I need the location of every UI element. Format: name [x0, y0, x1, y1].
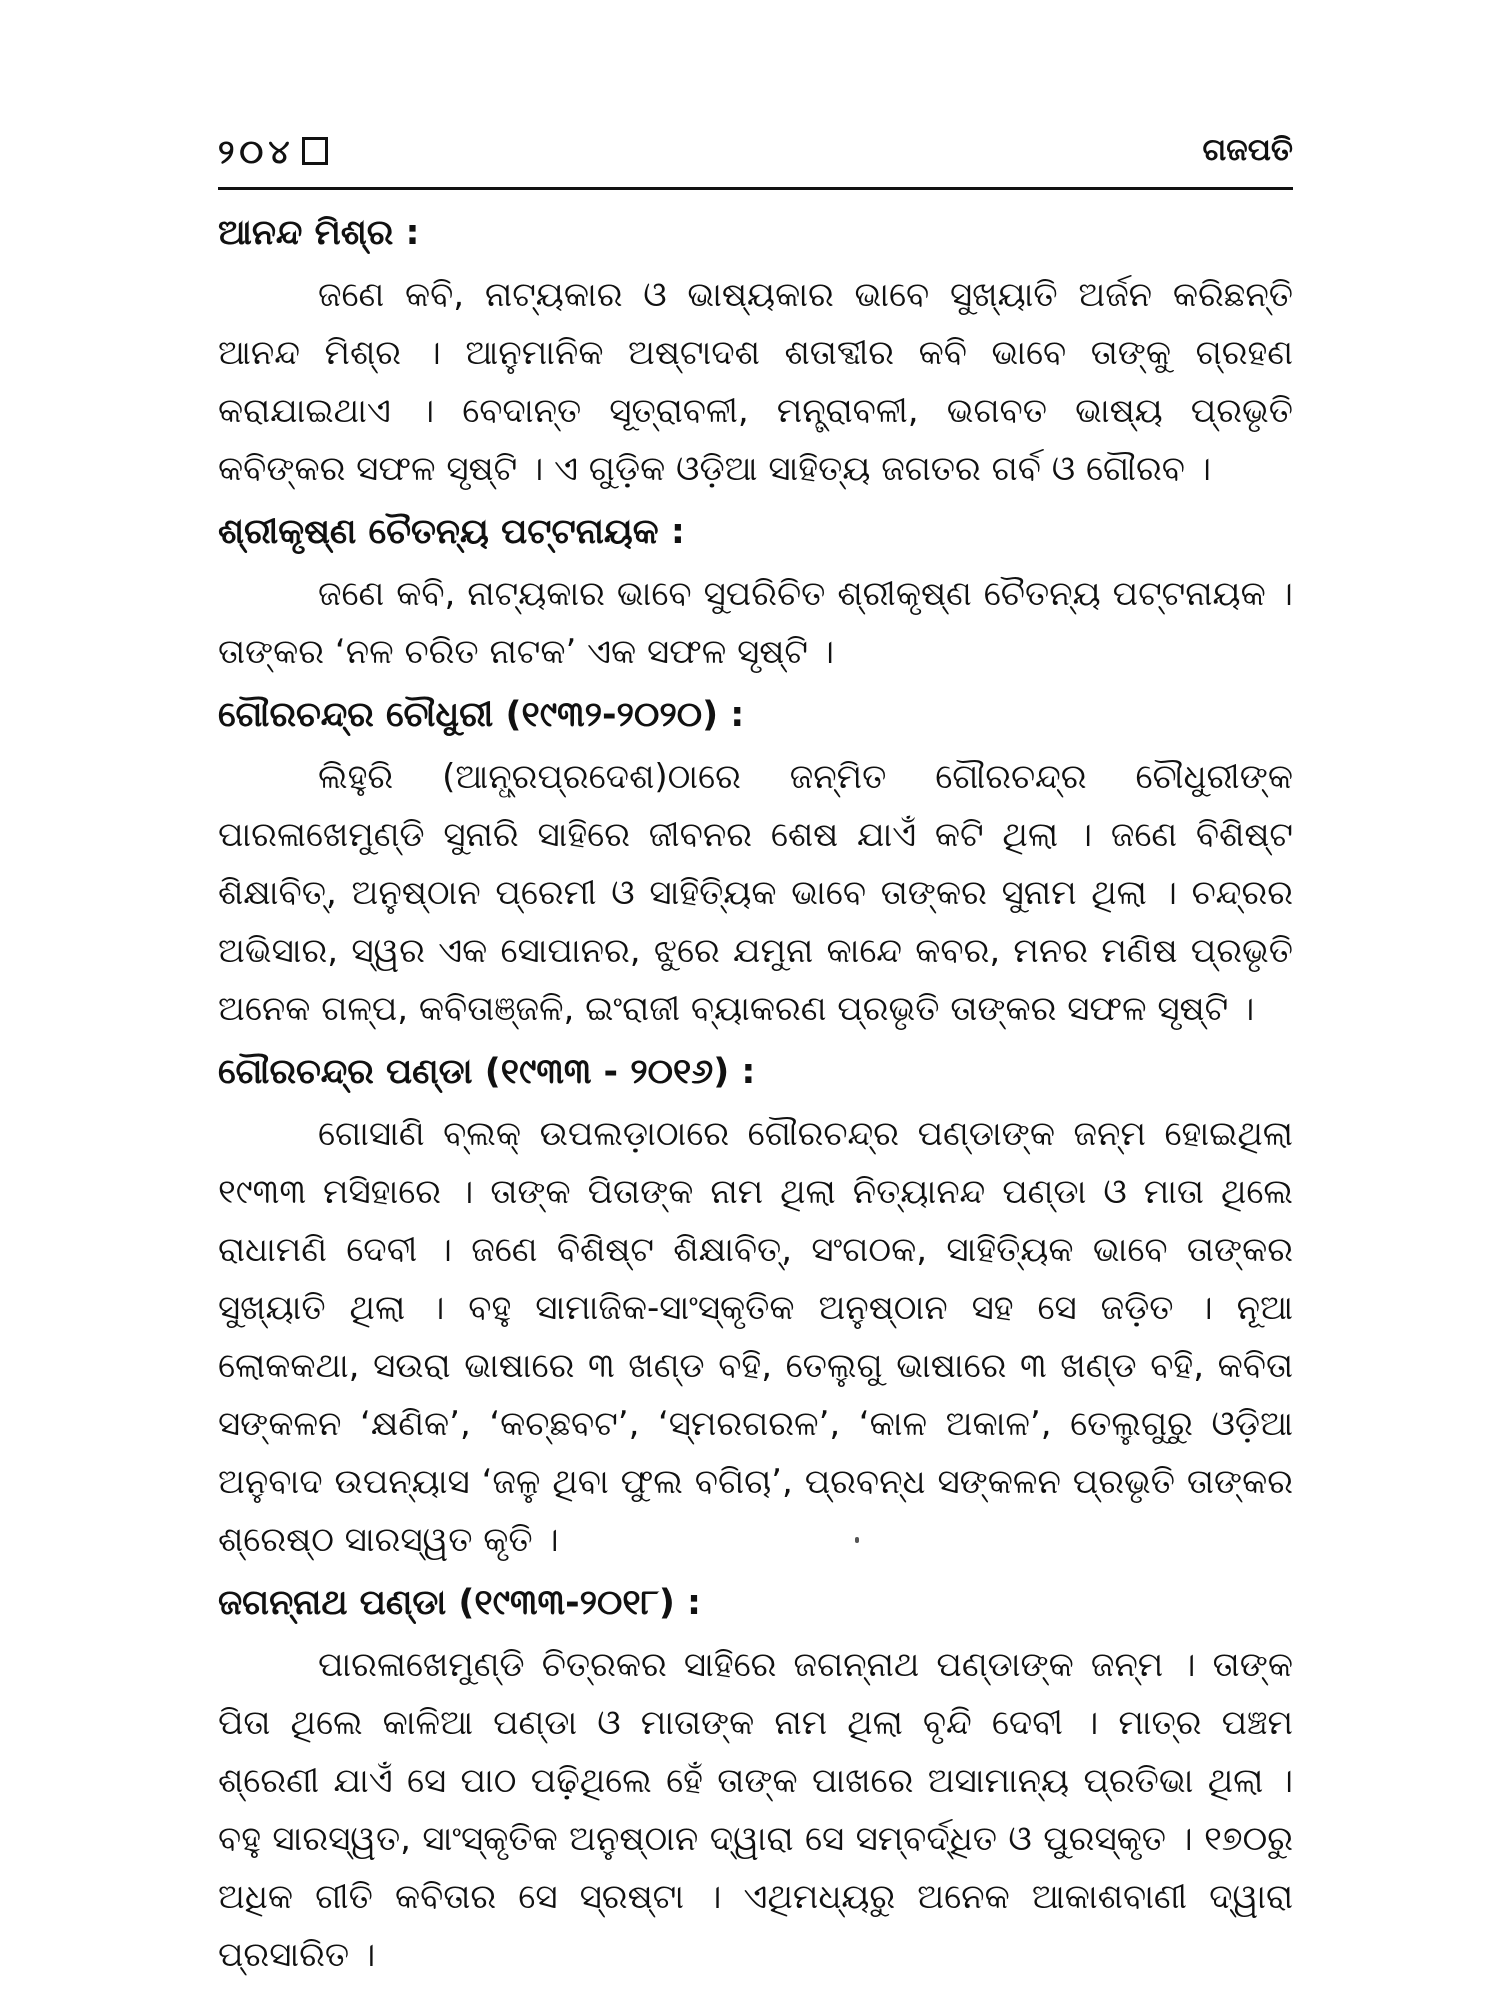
section-heading: ଗୌରଚନ୍ଦ୍ର ଚୌଧୁରୀ (୧୯୩୨-୨୦୨୦) :	[218, 695, 745, 735]
section-paragraph: ଜଣେ କବି, ନାଟ୍ୟକାର ଭାବେ ସୁପରିଚିତ ଶ୍ରୀକୃଷ୍ଣ ଚୈତନ୍ୟ ପଟ୍ଟନାୟକ । ତାଙ୍କର ‘ନଳ ଚରିତ ନାଟକ’ ଏକ ସଫଳ ସୃଷ୍ଟି ।	[218, 574, 1293, 672]
header-rule	[218, 187, 1293, 190]
section-srikrishna-chaitanya-pattanayak	[218, 508, 1293, 681]
section-heading: ଶ୍ରୀକୃଷ୍ଣ ଚୈତନ୍ୟ ପଟ୍ଟନାୟକ :	[218, 512, 685, 552]
page-body	[218, 205, 1293, 1994]
print-speck	[855, 1537, 859, 1543]
section-gourachandra-panda	[218, 1048, 1293, 1569]
page-header	[218, 132, 1293, 176]
section-heading: ଗୌରଚନ୍ଦ୍ର ପଣ୍ଡା (୧୯୩୩ - ୨୦୧୬) :	[218, 1052, 756, 1092]
section-heading: ଜଗନ୍ନାଥ ପଣ୍ଡା (୧୯୩୩-୨୦୧୮) :	[218, 1583, 702, 1623]
section-gourachandra-choudhury	[218, 691, 1293, 1038]
page-number-box-icon	[302, 137, 328, 165]
section-paragraph: ଗୋସାଣି ବ୍ଲକ୍ ଉପଲଡ଼ାଠାରେ ଗୌରଚନ୍ଦ୍ର ପଣ୍ଡାଙ୍କ ଜନ୍ମ ହୋଇଥିଲା ୧୯୩୩ ମସିହାରେ । ତାଙ୍କ ପିତାଙ୍କ ନାମ ଥିଲା ନିତ୍ୟାନନ୍ଦ ପଣ୍ଡା ଓ ମାତା ଥିଲେ ରାଧାମଣି ଦେବୀ । ଜଣେ ବିଶିଷ୍ଟ ଶିକ୍ଷାବିତ୍, ସଂଗଠକ, ସାହିତ୍ୟିକ ଭାବେ ତାଙ୍କର ସୁଖ୍ୟାତି ଥିଲା । ବହୁ ସାମାଜିକ-ସାଂସ୍କୃତିକ ଅନୁଷ୍ଠାନ ସହ ସେ ଜଡ଼ିତ । ନୂଆ ଲୋକକଥା, ସଉରା ଭାଷାରେ ୩ ଖଣ୍ଡ ବହି, ତେଲୁଗୁ ଭାଷାରେ ୩ ଖଣ୍ଡ ବହି, କବିତା ସଙ୍କଳନ ‘କ୍ଷଣିକ’, ‘କଚ୍ଛବଟ’, ‘ସ୍ମରଗରଳ’, ‘କାଳ ଅକାଳ’, ତେଲୁଗୁରୁ ଓଡ଼ିଆ ଅନୁବାଦ ଉପନ୍ୟାସ ‘ଜଳୁ ଥିବା ଫୁଲ ବଗିଚା’, ପ୍ରବନ୍ଧ ସଙ୍କଳନ ପ୍ରଭୃତି ତାଙ୍କର ଶ୍ରେଷ୍ଠ ସାରସ୍ୱତ କୃତି ।	[218, 1114, 1293, 1560]
section-ananda-mishra	[218, 209, 1293, 498]
page-number: ୨୦୪	[218, 132, 328, 172]
section-paragraph: ପାରଳାଖେମୁଣ୍ଡି ଚିତ୍ରକର ସାହିରେ ଜଗନ୍ନାଥ ପଣ୍ଡାଙ୍କ ଜନ୍ମ । ତାଙ୍କ ପିତା ଥିଲେ କାଳିଆ ପଣ୍ଡା ଓ ମାତାଙ୍କ ନାମ ଥିଲା ବୃନ୍ଦି ଦେବୀ । ମାତ୍ର ପଞ୍ଚମ ଶ୍ରେଣୀ ଯାଏଁ ସେ ପାଠ ପଢ଼ିଥିଲେ ହେଁ ତାଙ୍କ ପାଖରେ ଅସାମାନ୍ୟ ପ୍ରତିଭା ଥିଲା । ବହୁ ସାରସ୍ୱତ, ସାଂସ୍କୃତିକ ଅନୁଷ୍ଠାନ ଦ୍ୱାରା ସେ ସମ୍ବର୍ଦ୍ଧିତ ଓ ପୁରସ୍କୃତ । ୧୭୦ରୁ ଅଧିକ ଗୀତି କବିତାର ସେ ସ୍ରଷ୍ଟା । ଏଥିମଧ୍ୟରୁ ଅନେକ ଆକାଶବାଣୀ ଦ୍ୱାରା ପ୍ରସାରିତ ।	[218, 1645, 1293, 1975]
section-heading: ଆନନ୍ଦ ମିଶ୍ର :	[218, 213, 420, 253]
section-paragraph: ଜଣେ କବି, ନାଟ୍ୟକାର ଓ ଭାଷ୍ୟକାର ଭାବେ ସୁଖ୍ୟାତି ଅର୍ଜନ କରିଛନ୍ତି ଆନନ୍ଦ ମିଶ୍ର । ଆନୁମାନିକ ଅଷ୍ଟାଦଶ ଶତାବ୍ଦୀର କବି ଭାବେ ତାଙ୍କୁ ଗ୍ରହଣ କରାଯାଇଥାଏ । ବେଦାନ୍ତ ସୂତ୍ରାବଳୀ, ମନ୍ତ୍ରାବଳୀ, ଭଗବତ ଭାଷ୍ୟ ପ୍ରଭୃତି କବିଙ୍କର ସଫଳ ସୃଷ୍ଟି । ଏ ଗୁଡ଼ିକ ଓଡ଼ିଆ ସାହିତ୍ୟ ଜଗତର ଗର୍ବ ଓ ଗୌରବ ।	[218, 275, 1293, 489]
section-jagannath-panda	[218, 1579, 1293, 1984]
section-paragraph: ଲିହୁରି (ଆନ୍ଧ୍ରପ୍ରଦେଶ)ଠାରେ ଜନ୍ମିତ ଗୌରଚନ୍ଦ୍ର ଚୌଧୁରୀଙ୍କ ପାରଳାଖେମୁଣ୍ଡି ସୁନାରି ସାହିରେ ଜୀବନର ଶେଷ ଯାଏଁ କଟି ଥିଲା । ଜଣେ ବିଶିଷ୍ଟ ଶିକ୍ଷାବିତ୍, ଅନୁଷ୍ଠାନ ପ୍ରେମୀ ଓ ସାହିତ୍ୟିକ ଭାବେ ତାଙ୍କର ସୁନାମ ଥିଲା । ଚନ୍ଦ୍ରର ଅଭିସାର, ସ୍ୱର ଏକ ସୋପାନର, ଝୁରେ ଯମୁନା କାନ୍ଦେ କବର, ମନର ମଣିଷ ପ୍ରଭୃତି ଅନେକ ଗଳ୍ପ, କବିତାଞ୍ଜଳି, ଇଂରାଜୀ ବ୍ୟାକରଣ ପ୍ରଭୃତି ତାଙ୍କର ସଫଳ ସୃଷ୍ଟି ।	[218, 757, 1293, 1029]
running-title: ଗଜପତି	[1202, 132, 1293, 168]
